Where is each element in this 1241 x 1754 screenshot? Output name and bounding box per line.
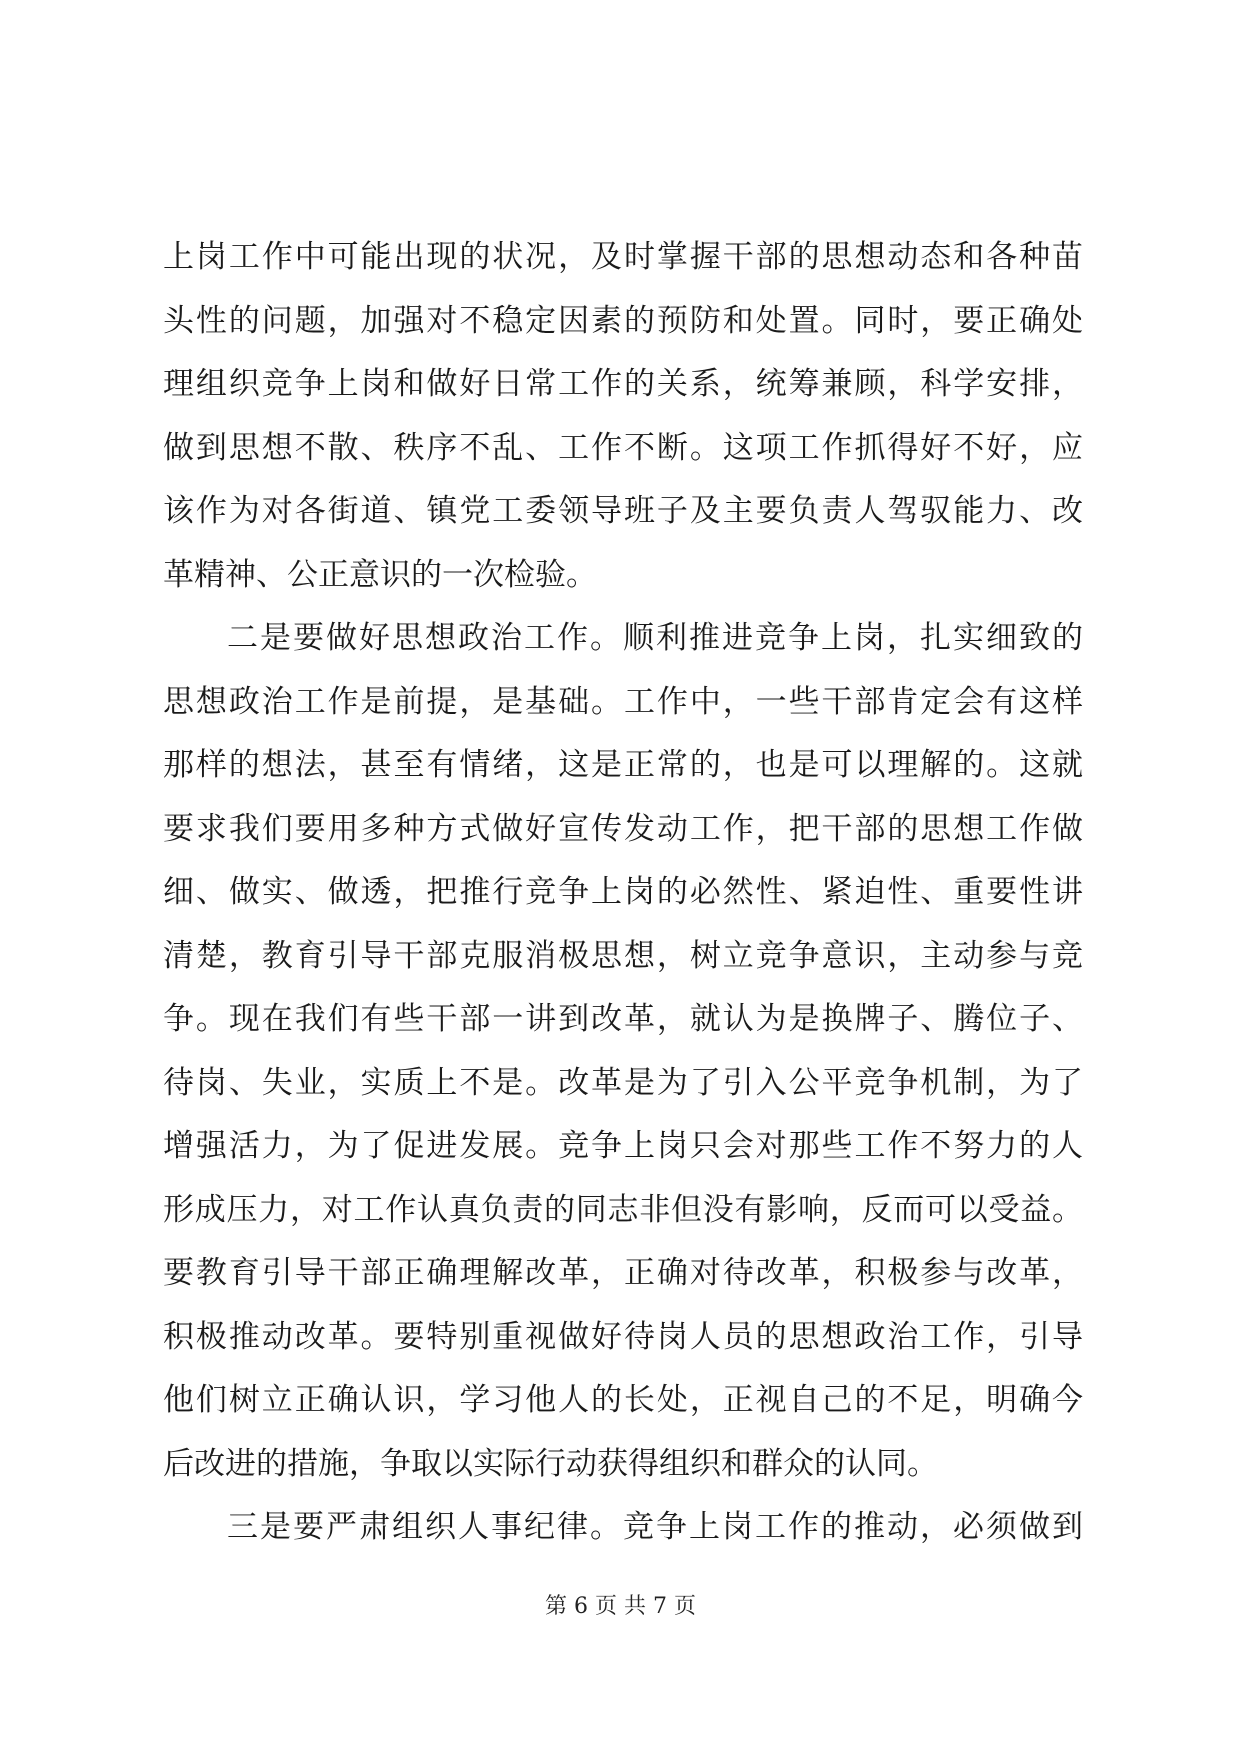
page-footer: 第 6 页 共 7 页: [545, 1594, 696, 1619]
text-line: 二是要做好思想政治工作。顺利推进竞争上岗，扎实细致的: [227, 620, 1083, 656]
text-line: 做到思想不散、秩序不乱、工作不断。这项工作抓得好不好，应: [163, 429, 1083, 466]
text-line: 要求我们要用多种方式做好宣传发动工作，把干部的思想工作做: [163, 810, 1083, 847]
text-line: 清楚，教育引导干部克服消极思想，树立竞争意识，主动参与竞: [163, 937, 1083, 974]
text-line: 增强活力，为了促进发展。竞争上岗只会对那些工作不努力的人: [163, 1128, 1083, 1164]
text-line: 理组织竞争上岗和做好日常工作的关系，统筹兼顾，科学安排，: [163, 366, 1083, 402]
text-line: 革精神、公正意识的一次检验。: [163, 556, 597, 593]
body-text: [163, 226, 1083, 1560]
text-line: 三是要严肃组织人事纪律。竞争上岗工作的推动，必须做到: [227, 1509, 1083, 1545]
text-line: 他们树立正确认识，学习他人的长处，正视自己的不足，明确今: [163, 1382, 1083, 1418]
text-line: 细、做实、做透，把推行竞争上岗的必然性、紧迫性、重要性讲: [163, 874, 1083, 910]
text-line: 思想政治工作是前提，是基础。工作中，一些干部肯定会有这样: [163, 683, 1083, 720]
text-line: 该作为对各街道、镇党工委领导班子及主要负责人驾驭能力、改: [163, 493, 1083, 529]
text-line: 争。现在我们有些干部一讲到改革，就认为是换牌子、腾位子、: [163, 1001, 1083, 1037]
text-line: 那样的想法，甚至有情绪，这是正常的，也是可以理解的。这就: [163, 747, 1083, 783]
text-line: 头性的问题，加强对不稳定因素的预防和处置。同时，要正确处: [163, 302, 1083, 339]
text-line: 上岗工作中可能出现的状况，及时掌握干部的思想动态和各种苗: [163, 239, 1083, 275]
text-line: 形成压力，对工作认真负责的同志非但没有影响，反而可以受益。: [163, 1191, 1083, 1228]
text-line: 待岗、失业，实质上不是。改革是为了引入公平竞争机制，为了: [163, 1064, 1083, 1101]
text-line: 后改进的措施，争取以实际行动获得组织和群众的认同。: [163, 1445, 938, 1482]
text-line: 要教育引导干部正确理解改革，正确对待改革，积极参与改革，: [163, 1255, 1083, 1291]
text-line: 积极推动改革。要特别重视做好待岗人员的思想政治工作，引导: [163, 1318, 1083, 1355]
